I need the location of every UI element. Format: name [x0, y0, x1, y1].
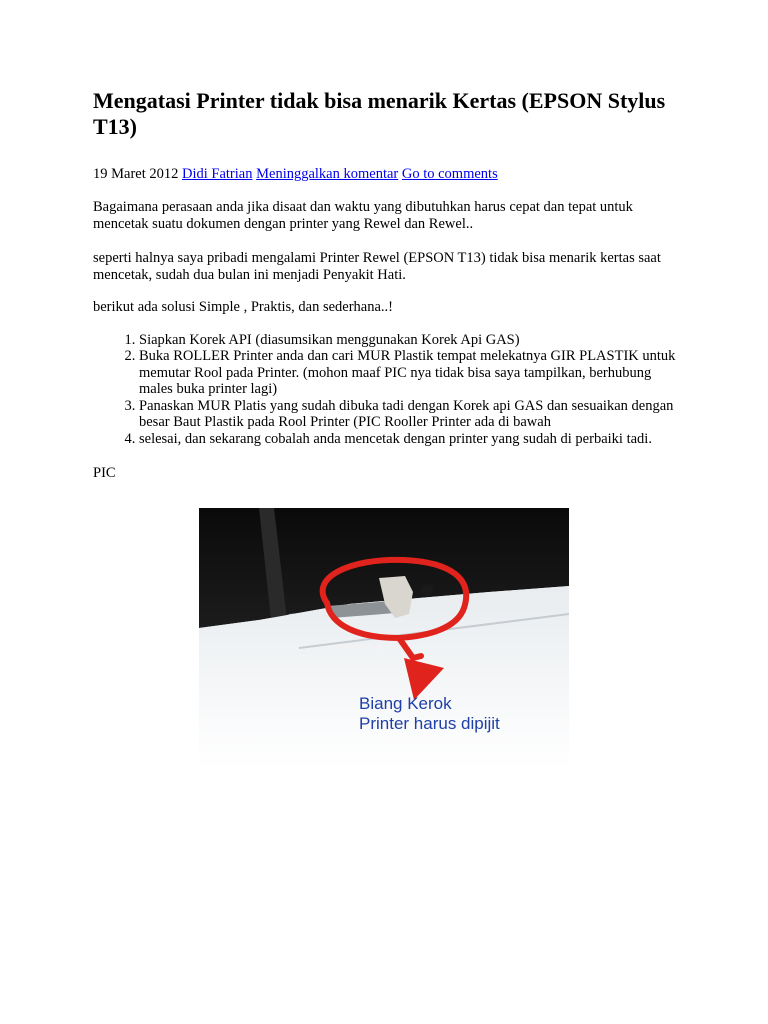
pic-label: PIC	[93, 465, 116, 481]
photo-caption	[359, 694, 500, 734]
post-date: 19 Maret 2012	[93, 166, 179, 182]
author-link[interactable]: Didi Fatrian	[182, 166, 253, 182]
paragraph-problem: seperti halnya saya pribadi mengalami Printer Rewel (EPSON T13) tidak bisa menarik kertas saat mencetak, sudah dua bulan ini menjadi Penyakit Hati.	[93, 250, 661, 283]
photo-caption-line2: Printer harus dipijit	[359, 714, 500, 733]
paragraph-intro: Bagaimana perasaan anda jika disaat dan waktu yang dibutuhkan harus cepat dan tepat untuk mencetak suatu dokumen dengan printer yang Rewel dan Rewel..	[93, 199, 633, 232]
post-meta	[93, 166, 683, 183]
list-item: 3. Panaskan MUR Platis yang sudah dibuka tadi dengan Korek api GAS dan sesuaikan dengan besar Baut Plastik pada Rool Printer (PIC Rooller Printer ada di bawah	[139, 398, 683, 431]
article	[93, 88, 683, 482]
list-item: 4. selesai, dan sekarang cobalah anda mencetak dengan printer yang sudah di perbaiki tadi.	[139, 431, 683, 448]
paragraph-solution-intro: berikut ada solusi Simple , Praktis, dan sederhana..!	[93, 299, 394, 315]
photo-caption-line1: Biang Kerok	[359, 694, 452, 713]
leave-comment-link[interactable]: Meninggalkan komentar	[256, 166, 399, 182]
steps-list	[93, 332, 683, 448]
list-item: 1. Siapkan Korek API (diasumsikan menggunakan Korek Api GAS)	[139, 332, 683, 349]
printer-photo	[199, 508, 569, 769]
go-to-comments-link[interactable]: Go to comments	[401, 166, 498, 182]
article-title: Mengatasi Printer tidak bisa menarik Kertas (EPSON Stylus T13)	[93, 88, 666, 139]
list-item: 2. Buka ROLLER Printer anda dan cari MUR Plastik tempat melekatnya GIR PLASTIK untuk memutar Rool pada Printer. (mohon maaf PIC nya tidak bisa saya tampilkan, berhubung males buka printer lagi)	[139, 348, 683, 398]
